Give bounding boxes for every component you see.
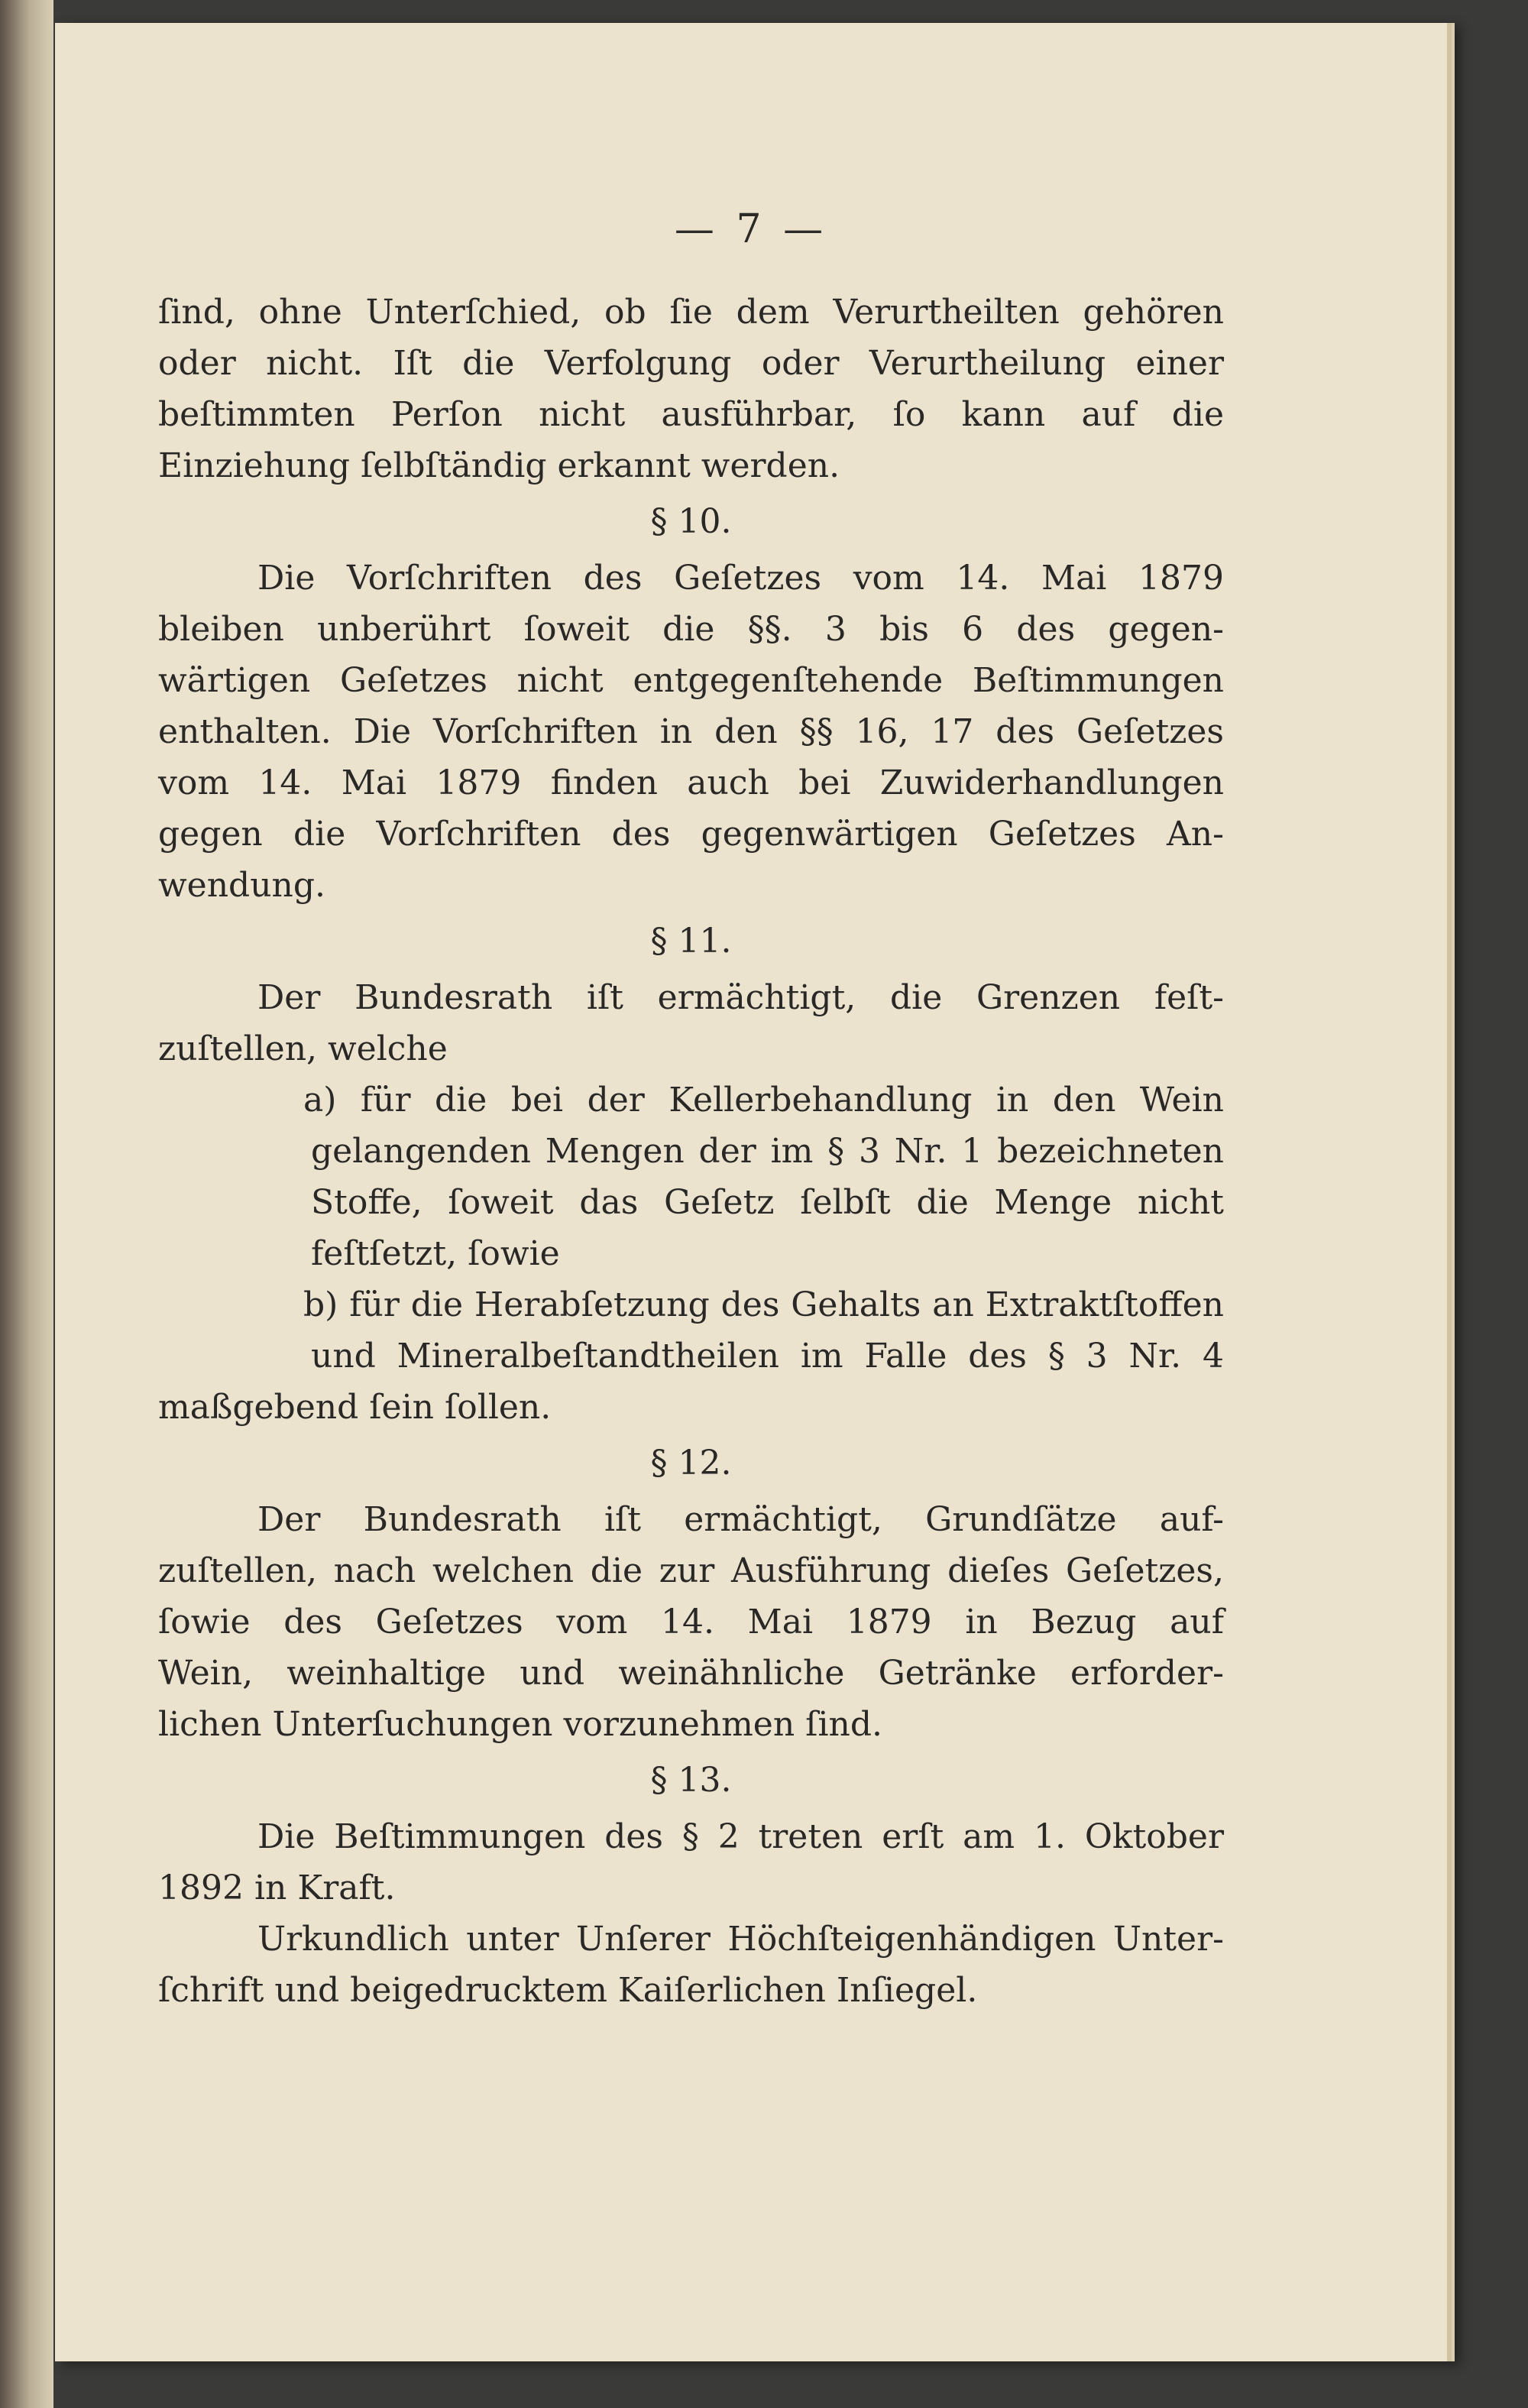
text-line: 1892 in Kraft.	[158, 1868, 396, 1907]
text-line: bleiben unberührt ſoweit die §§. 3 bis 6 des gegen-	[158, 610, 1224, 649]
text-line: Einziehung ſelbſtändig erkannt werden.	[158, 446, 840, 485]
text-line: ſind, ohne Unterſchied, ob ſie dem Verurtheilten gehören	[158, 293, 1224, 332]
text-line: ſowie des Geſetzes vom 14. Mai 1879 in Bezug auf	[158, 1603, 1224, 1642]
text-line: gegen die Vorſchriften des gegenwärtigen Geſetzes An-	[158, 815, 1224, 854]
section-11-heading: § 11.	[650, 922, 732, 961]
section-10-heading: § 10.	[650, 502, 732, 541]
text-line: wärtigen Geſetzes nicht entgegenſtehende Beſtimmungen	[158, 661, 1224, 700]
text-line: maßgebend ſein ſollen.	[158, 1388, 552, 1427]
text-line: wendung.	[158, 866, 326, 905]
text-line: gelangenden Mengen der im § 3 Nr. 1 bezeichneten	[311, 1132, 1224, 1171]
book-page	[55, 23, 1452, 2361]
text-line: zuſtellen, nach welchen die zur Ausführung dieſes Geſetzes,	[158, 1551, 1224, 1590]
text-line: Der Bundesrath iſt ermächtigt, die Grenzen feſt-	[257, 978, 1224, 1017]
book-spine-edge	[0, 0, 53, 2408]
section-13-heading: § 13.	[650, 1761, 732, 1800]
text-line: lichen Unterſuchungen vorzunehmen ſind.	[158, 1705, 883, 1744]
text-line: zuſtellen, welche	[158, 1029, 448, 1068]
text-line: Stoffe, ſoweit das Geſetz ſelbſt die Menge nicht	[311, 1183, 1224, 1222]
text-line: feſtſetzt, ſowie	[311, 1234, 560, 1273]
text-line: beſtimmten Perſon nicht ausführbar, ſo kann auf die	[158, 395, 1224, 434]
text-line: Der Bundesrath iſt ermächtigt, Grundſätze auf-	[257, 1500, 1224, 1539]
text-line: Die Beſtimmungen des § 2 treten erſt am 1. Oktober	[257, 1817, 1224, 1856]
text-line: Urkundlich unter Unſerer Höchſteigenhändigen Unter-	[257, 1920, 1224, 1959]
list-item-b: b) für die Herabſetzung des Gehalts an Extraktſtoffen	[303, 1285, 1224, 1324]
section-12-heading: § 12.	[650, 1444, 732, 1483]
text-line: Die Vorſchriften des Geſetzes vom 14. Mai 1879	[257, 559, 1224, 598]
text-line: vom 14. Mai 1879 finden auch bei Zuwiderhandlungen	[158, 763, 1224, 802]
page-number: — 7 —	[674, 206, 828, 252]
page-body	[158, 287, 1224, 2016]
text-line: oder nicht. Iſt die Verfolgung oder Verurtheilung einer	[158, 344, 1224, 383]
list-item-a: a) für die bei der Kellerbehandlung in den Wein	[303, 1081, 1224, 1120]
text-line: und Mineralbeſtandtheilen im Falle des § 3 Nr. 4	[311, 1337, 1224, 1376]
text-line: enthalten. Die Vorſchriften in den §§ 16, 17 des Geſetzes	[158, 712, 1224, 751]
text-line: ſchrift und beigedrucktem Kaiſerlichen Inſiegel.	[158, 1971, 978, 2010]
text-line: Wein, weinhaltige und weinähnliche Getränke erforder-	[158, 1654, 1224, 1693]
